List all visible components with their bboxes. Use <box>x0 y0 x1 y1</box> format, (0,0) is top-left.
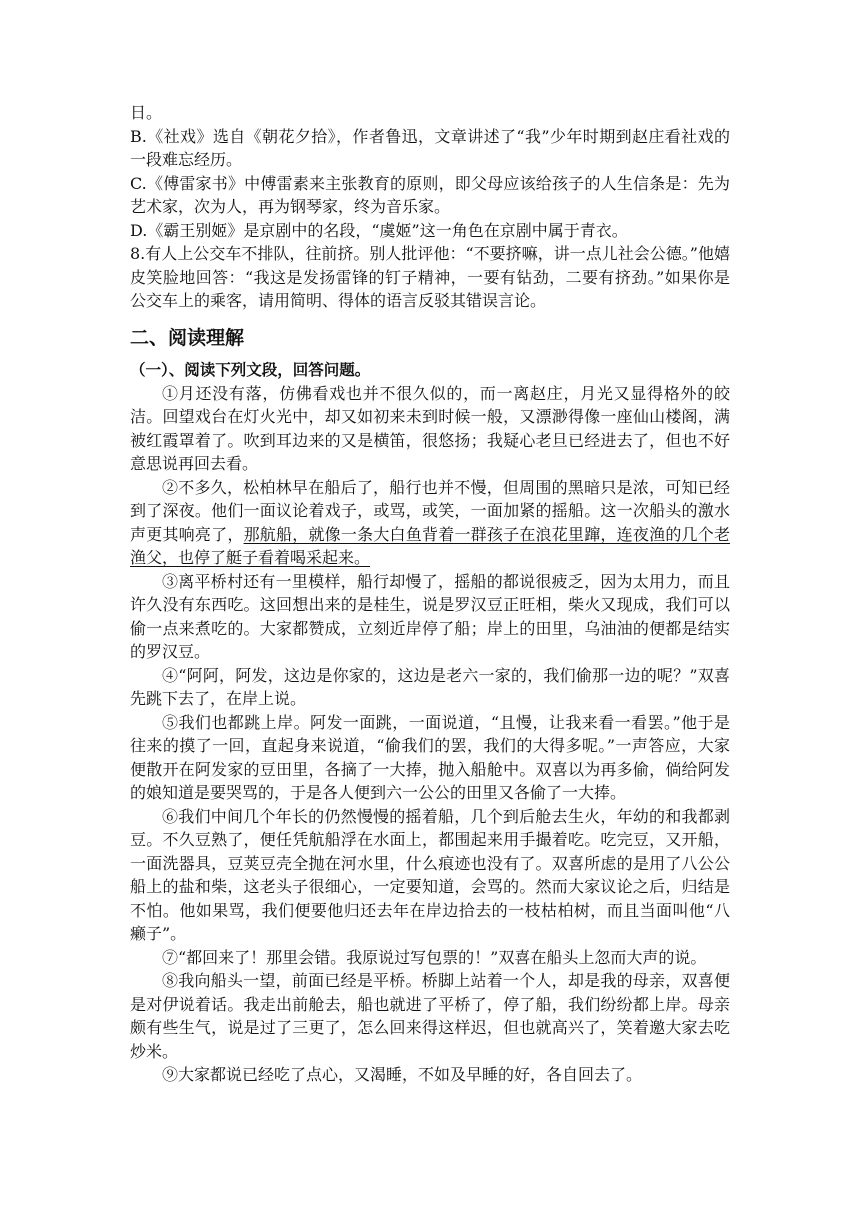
subsection-heading: （一）、阅读下列文段，回答问题。 <box>130 360 371 379</box>
option-a-tail: 日。 <box>130 103 163 122</box>
underlined-sentence: 那航船，就像一条大白鱼背着一群孩子在浪花里蹿，连夜渔的几个老渔父，也停了艇子看着喝采起来。 <box>130 524 730 567</box>
paragraph-5: ⑤我们也都跳上岸。阿发一面跳，一面说道，“且慢，让我来看一看罢。”他于是往来的摸了一回，直起身来说道，“偷我们的罢，我们的大得多呢。”一声答应，大家便散开在阿发家的豆田里，各摘了一大捧，抛入船舱中。双喜以为再多偷，倘给阿发的娘知道是要哭骂的，于是各人便到六一公公的田里又各偷了一大捧。 <box>130 712 730 802</box>
question-7-options <box>130 101 730 242</box>
question-8: 8.有人上公交车不排队，往前挤。别人批评他：“不要挤嘛，讲一点儿社会公德。”他嬉皮笑脸地回答：“我这是发扬雷锋的钉子精神，一要有钻劲，二要有挤劲。”如果你是公交车上的乘客，请用简明、得体的语言反驳其错误言论。 <box>130 244 730 310</box>
section-heading: 二、阅读理解 <box>130 326 245 349</box>
option-d: D.《霸王别姬》是京剧中的名段，“虞姬”这一角色在京剧中属于青衣。 <box>130 220 628 240</box>
paragraph-7: ⑦“都回来了！那里会错。我原说过写包票的！”双喜在船头上忽而大声的说。 <box>162 947 707 967</box>
paragraph-1: ①月还没有落，仿佛看戏也并不很久似的，而一离赵庄，月光又显得格外的皎洁。回望戏台在灯火光中，却又如初来未到时候一般，又漂渺得像一座仙山楼阁，满被红霞罩着了。吹到耳边来的又是横笛，很悠扬；我疑心老旦已经进去了，但也不好意思说再回去看。 <box>130 383 730 473</box>
paragraph-2 <box>130 476 730 570</box>
paragraph-3: ③离平桥村还有一里模样，船行却慢了，摇船的都说很疲乏，因为太用力，而且许久没有东西吃。这回想出来的是桂生，说是罗汉豆正旺相，柴火又现成，我们可以偷一点来煮吃的。大家都赞成，立刻近岸停了船；岸上的田里，乌油油的便都是结实的罗汉豆。 <box>130 571 730 661</box>
paragraph-2-text: ②不多久，松柏林早在船后了，船行也并不慢，但周围的黑暗只是浓，可知已经到了深夜。他们一面议论着戏子，或骂，或笑，一面加紧的摇船。这一次船头的激水声更其响亮了， <box>130 477 730 544</box>
paragraph-8: ⑧我向船头一望，前面已经是平桥。桥脚上站着一个人，却是我的母亲，双喜便是对伊说着话。我走出前舱去，船也就进了平桥了，停了船，我们纷纷都上岸。母亲颇有些生气，说是过了三更了，怎么回来得这样迟，但也就高兴了，笑着邀大家去吃炒米。 <box>130 971 730 1061</box>
paragraph-4: ④“阿阿，阿发，这边是你家的，这边是老六一家的，我们偷那一边的呢？”双喜先跳下去了，在岸上说。 <box>130 665 730 708</box>
option-b: B.《社戏》选自《朝花夕拾》，作者鲁迅，文章讲述了“我”少年时期到赵庄看社戏的一段难忘经历。 <box>130 126 730 169</box>
paragraph-9: ⑨大家都说已经吃了点心，又渴睡，不如及早睡的好，各自回去了。 <box>162 1065 643 1084</box>
paragraph-6: ⑥我们中间几个年长的仍然慢慢的摇着船，几个到后舱去生火，年幼的和我都剥豆。不久豆熟了，便任凭航船浮在水面上，都围起来用手撮着吃。吃完豆，又开船，一面洗器具，豆荚豆壳全抛在河水里，什么痕迹也没有了。双喜所虑的是用了八公公船上的盐和柴，这老头子很细心，一定要知道，会骂的。然而大家议论之后，归结是不怕。他如果骂，我们便要他归还去年在岸边拾去的一枝枯柏树，而且当面叫他“八癞子”。 <box>130 806 730 943</box>
option-c: C.《傅雷家书》中傅雷素来主张教育的原则，即父母应该给孩子的人生信条是：先为艺术家，次为人，再为钢琴家，终为音乐家。 <box>130 173 730 216</box>
reading-passage <box>130 382 730 1087</box>
